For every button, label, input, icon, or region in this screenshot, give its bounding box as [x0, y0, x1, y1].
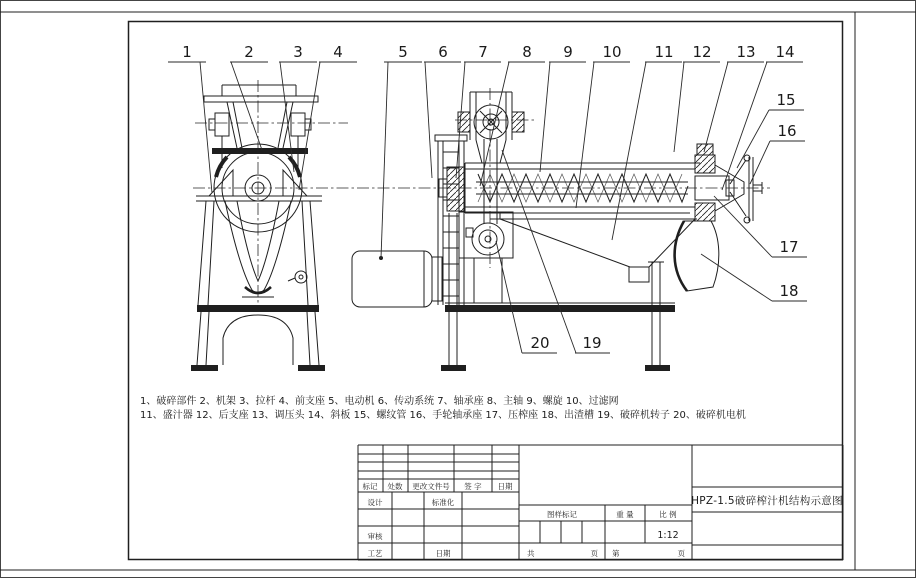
- part-number-2: 2: [244, 43, 254, 61]
- part-number-12: 12: [692, 43, 712, 61]
- part-number-15: 15: [776, 91, 796, 109]
- part-number-10: 10: [602, 43, 622, 61]
- callout-leader-12: [674, 62, 684, 152]
- part-number-20: 20: [530, 334, 550, 352]
- part-number-4: 4: [333, 43, 343, 61]
- part-number-16: 16: [777, 122, 797, 140]
- callout-leader-6: [425, 62, 432, 178]
- tb-scale-label: 比 例: [659, 510, 677, 519]
- callout-leader-17: [714, 196, 772, 257]
- drawing-title: HPZ-1.5破碎榨汁机结构示意图: [691, 495, 843, 507]
- parts-legend-line1: 1、破碎部件 2、机架 3、拉杆 4、前支座 5、电动机 6、传动系统 7、轴承座 8、主轴 9、螺旋 10、过滤网: [140, 396, 619, 407]
- parts-legend: [140, 394, 746, 421]
- part-number-18: 18: [779, 282, 799, 300]
- callout-leader-4: [299, 62, 320, 190]
- tb-page-label: 第: [612, 549, 620, 558]
- part-number-11: 11: [654, 43, 674, 61]
- tb-date-label: 日期: [497, 482, 513, 491]
- tb-check-label: 审核: [367, 532, 383, 541]
- tb-scale-value: 1:12: [657, 530, 679, 541]
- part-number-13: 13: [736, 43, 756, 61]
- part-number-19: 19: [582, 334, 602, 352]
- callout-leader-18: [701, 254, 772, 301]
- part-number-1: 1: [182, 43, 192, 61]
- tb-sheets-label: 共: [527, 549, 535, 558]
- part-number-3: 3: [293, 43, 303, 61]
- callout-leader-13: [704, 62, 728, 152]
- tb-drawing-mark-label: 图样标记: [547, 510, 577, 519]
- tb-mark-label: 标记: [362, 482, 378, 491]
- tb-count-label: 处数: [387, 482, 403, 491]
- part-number-7: 7: [478, 43, 488, 61]
- part-number-5: 5: [398, 43, 408, 61]
- parts-legend-line2: 11、盛汁器 12、后支座 13、调压头 14、斜板 15、螺纹管 16、手轮轴承座 17、压榨座 18、出渣槽 19、破碎机转子 20、破碎机电机: [140, 410, 746, 421]
- callout-leader-2: [231, 62, 262, 150]
- part-number-14: 14: [775, 43, 795, 61]
- part-number-6: 6: [438, 43, 448, 61]
- tb-page-unit: 页: [677, 549, 685, 558]
- part-number-8: 8: [522, 43, 532, 61]
- tb-sheets-unit: 页: [590, 549, 598, 558]
- tb-process-label: 工艺: [367, 549, 383, 558]
- callout-leader-1: [200, 62, 212, 193]
- callout-leader-8: [480, 62, 509, 186]
- tb-process-date-label: 日期: [435, 549, 451, 558]
- side-view-screw-press: [352, 92, 762, 371]
- part-number-17: 17: [779, 238, 799, 256]
- tb-signature-label: 签 字: [464, 482, 482, 491]
- callout-leader-9: [540, 62, 550, 172]
- tb-design-label: 设计: [367, 498, 383, 507]
- tb-standardization-label: 标准化: [431, 498, 455, 507]
- title-block: [358, 445, 843, 560]
- part-number-9: 9: [563, 43, 573, 61]
- callout-leader-5: [381, 62, 388, 258]
- tb-weight-label: 重 量: [616, 510, 634, 519]
- tb-change-file-label: 更改文件号: [412, 482, 450, 491]
